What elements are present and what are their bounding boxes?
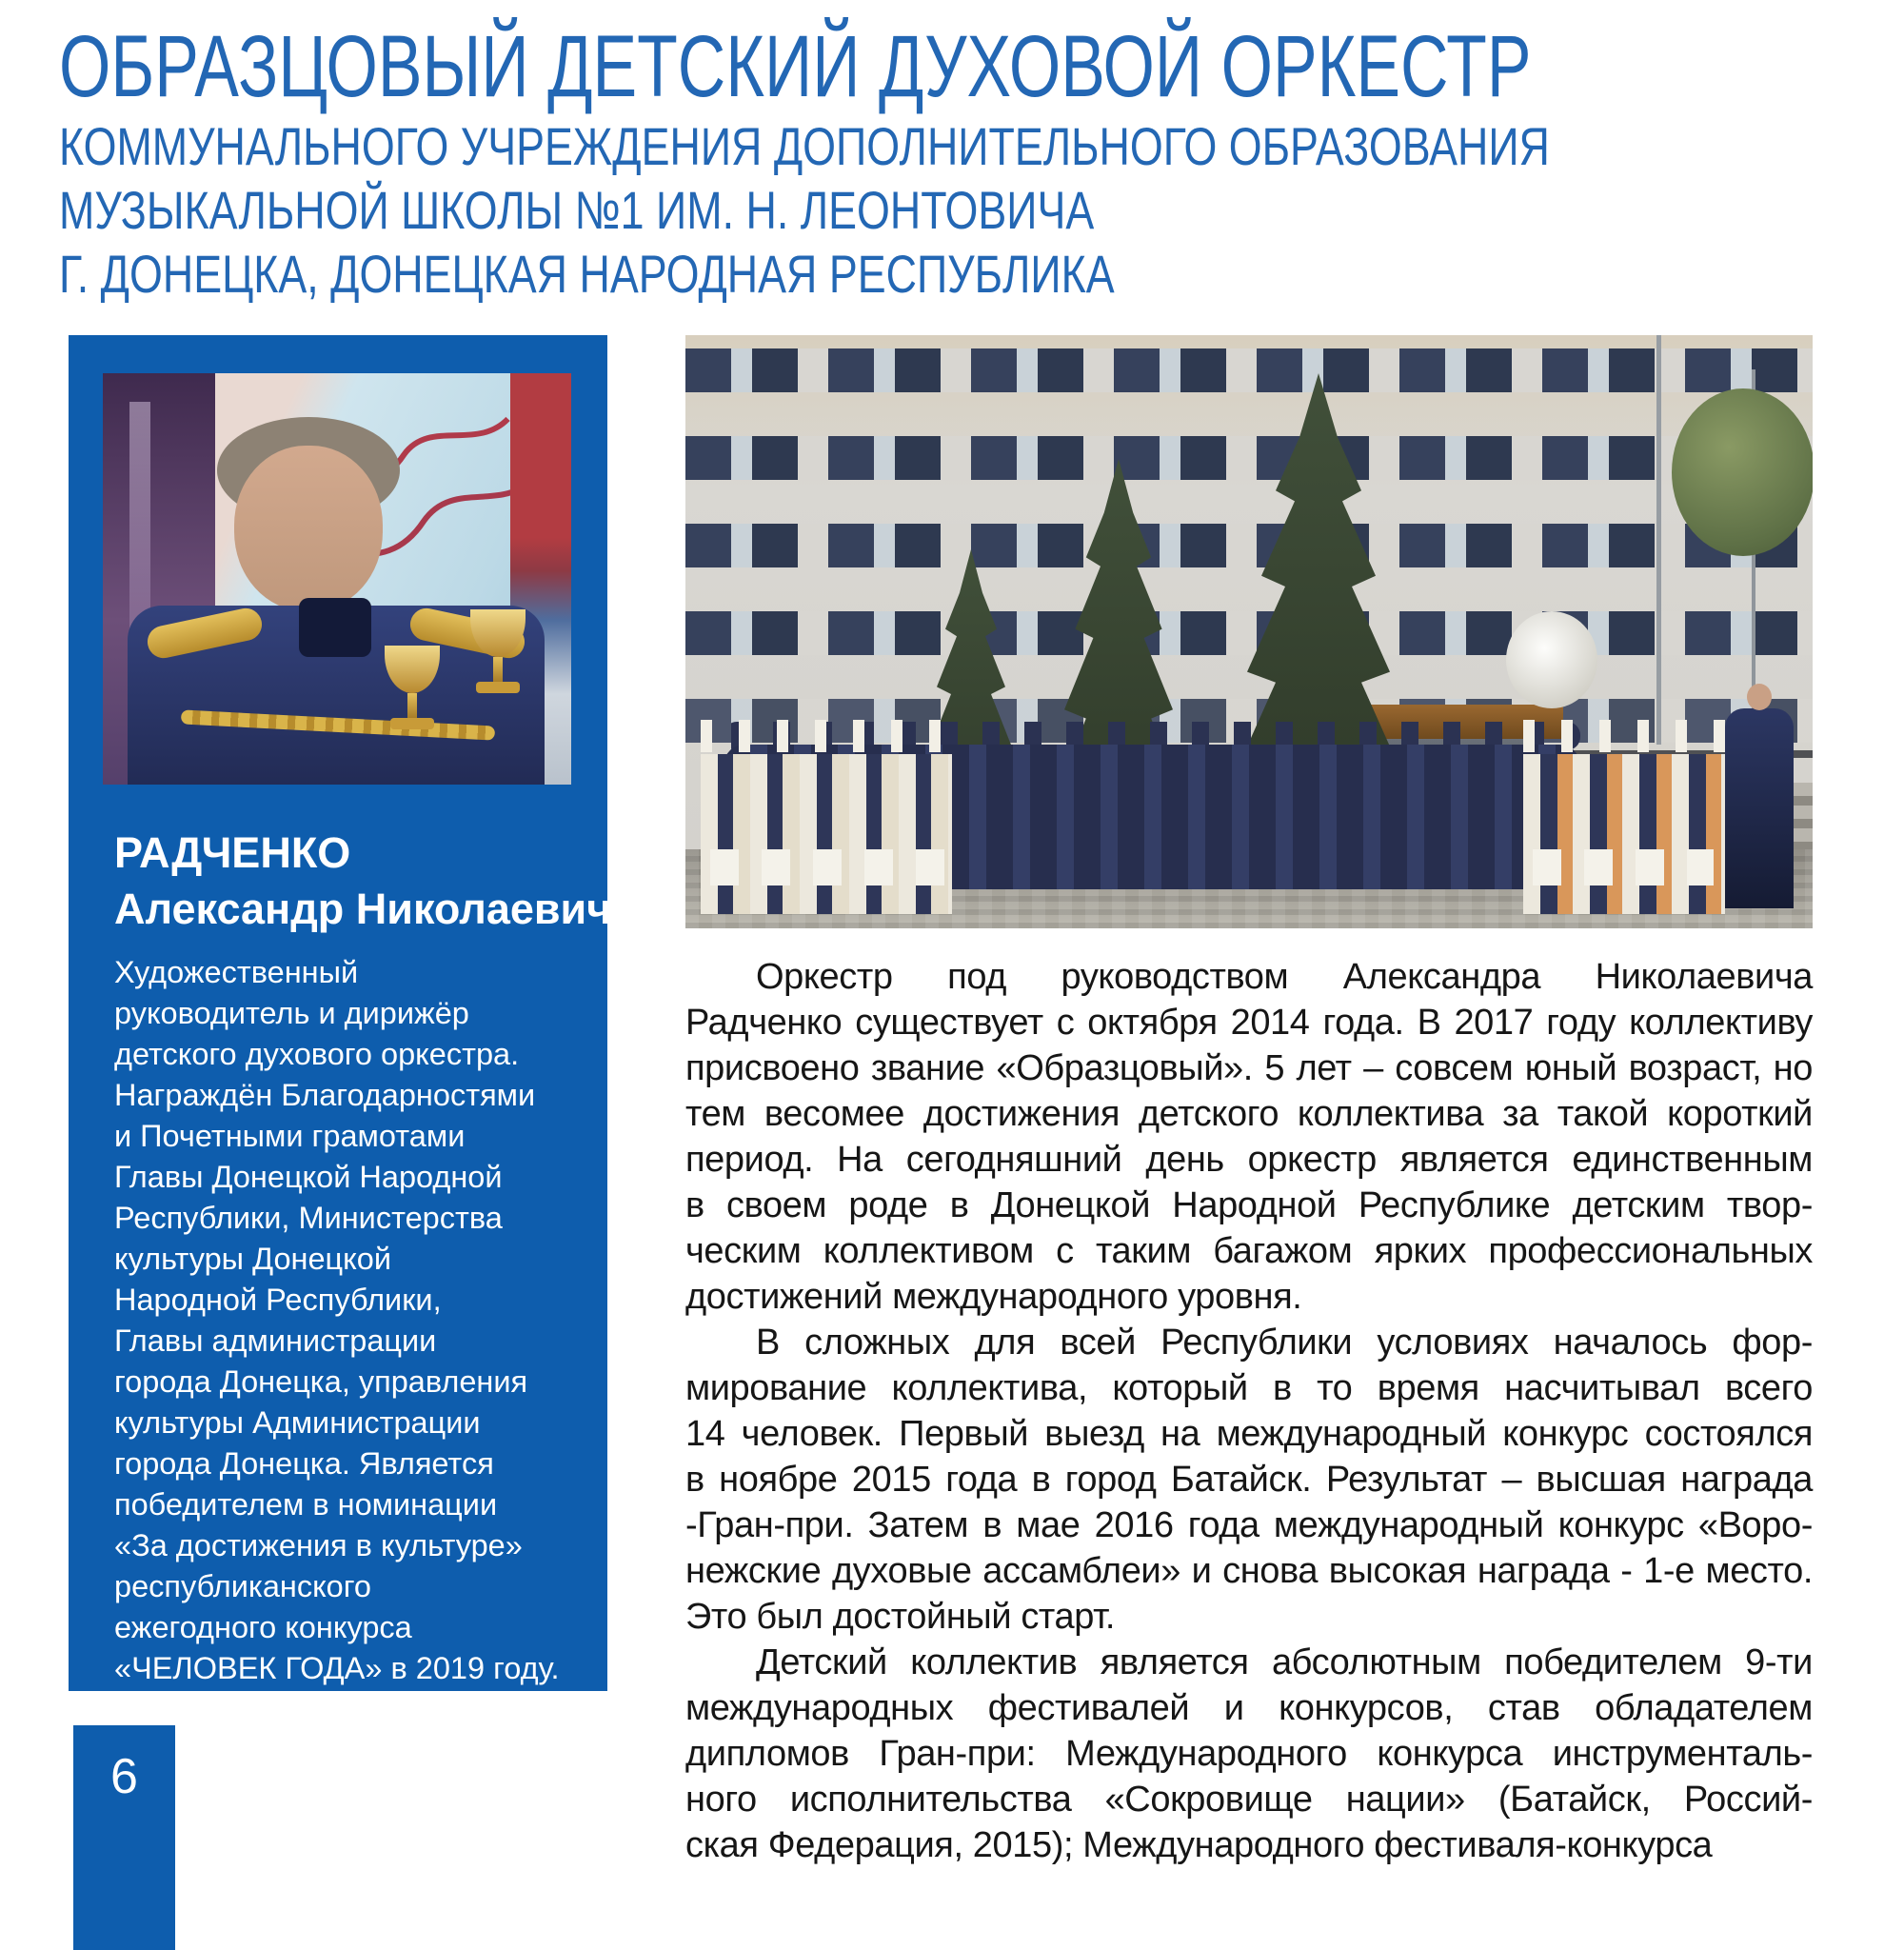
director-portrait-photo [103, 373, 571, 785]
bio-line: Народной Республики, [114, 1283, 442, 1317]
window-row [685, 611, 1813, 655]
bio-line: культуры Донецкой [114, 1242, 391, 1276]
bio-line: Республики, Министерства [114, 1201, 503, 1235]
director-name [114, 825, 611, 937]
body-text-line: Детский коллектив является абсолютным победителем 9-ти [756, 1642, 1813, 1682]
bio-line: республиканского [114, 1569, 371, 1603]
director-bio [114, 952, 560, 1689]
window-row [685, 348, 1813, 392]
body-text-line: тем весомее достижения детского коллектива за такой короткий [685, 1094, 1813, 1134]
bio-line: «ЧЕЛОВЕК ГОДА» в 2019 году. [114, 1651, 560, 1685]
trophy-bowl [470, 609, 526, 657]
trophy-stem [407, 693, 417, 718]
subtitle-line: КОММУНАЛЬНОГО УЧРЕЖДЕНИЯ ДОПОЛНИТЕЛЬНОГО ОБРАЗОВАНИЯ [59, 116, 1550, 176]
director-given-names: Александр Николаевич [114, 885, 612, 933]
body-text-line: Радченко существует с октября 2014 года. В 2017 году коллективу [685, 1003, 1813, 1043]
window-row [685, 524, 1813, 567]
page-number-box [73, 1725, 175, 1950]
body-text-line: 14 человек. Первый выезд на международный конкурс состоялся [685, 1414, 1813, 1454]
body-text-line: ческим коллективом с таким багажом ярких профессиональных [685, 1231, 1813, 1271]
body-text-line: Оркестр под руководством Александра Николаевича [756, 957, 1813, 997]
body-text-line: мирование коллектива, который в то время насчитывал всего [685, 1368, 1813, 1408]
body-text-line: в ноябре 2015 года в город Батайск. Результат – высшая награда [685, 1460, 1813, 1500]
subtitle-line: Г. ДОНЕЦКА, ДОНЕЦКАЯ НАРОДНАЯ РЕСПУБЛИКА [59, 244, 1115, 304]
drums-left [710, 849, 948, 885]
body-text-line: в своем роде в Донецкой Народной Республике детским твор- [685, 1185, 1813, 1225]
drums-right [1533, 849, 1714, 885]
trophy-cup [385, 646, 440, 729]
body-text-line: нежские духовые ассамблеи» и снова высокая награда - 1-е место. [685, 1551, 1813, 1591]
trophy-cup [470, 609, 526, 693]
director-panel [69, 335, 612, 1691]
director-surname: РАДЧЕНКО [114, 828, 351, 877]
body-text-line: дипломов Гран-при: Международного конкурса инструменталь- [685, 1734, 1813, 1774]
orchestra-photo [685, 335, 1813, 928]
uniform-collar [299, 598, 371, 657]
body-text-line: -Гран-при. Затем в мае 2016 года международный конкурс «Воро- [685, 1505, 1813, 1545]
body-text-line: международных фестивалей и конкурсов, став обладателем [685, 1688, 1813, 1728]
trophy-bowl [385, 646, 440, 693]
director-face [234, 446, 383, 611]
bio-line: города Донецка, управления [114, 1364, 528, 1399]
page-title: ОБРАЗЦОВЫЙ ДЕТСКИЙ ДУХОВОЙ ОРКЕСТР [59, 18, 1532, 115]
trophy-base [476, 682, 520, 693]
deciduous-tree [1672, 388, 1813, 556]
bio-line: Главы администрации [114, 1323, 437, 1358]
page-subtitle [59, 114, 1904, 306]
bio-line: Главы Донецкой Народной [114, 1160, 503, 1194]
majorette-plumes-right [1523, 720, 1725, 752]
body-text-line: Это был достойный старт. [685, 1597, 1116, 1637]
article-text [685, 954, 1813, 1868]
trophy-stem [493, 657, 503, 682]
bio-line: культуры Администрации [114, 1405, 481, 1440]
majorettes-right [1523, 754, 1725, 914]
bio-line: «За достижения в культуре» [114, 1528, 523, 1562]
bio-line: Художественный [114, 955, 359, 989]
majorette-plumes-left [701, 720, 952, 752]
bio-line: победителем в номинации [114, 1487, 498, 1522]
sousaphone-bell [1506, 611, 1597, 708]
bio-line: и Почетными грамотами [114, 1119, 466, 1153]
bio-line: детского духового оркестра. [114, 1037, 520, 1071]
window-row [685, 436, 1813, 480]
bio-line: ежегодного конкурса [114, 1610, 412, 1644]
body-text-line: присвоено звание «Образцовый». 5 лет – совсем юный возраст, но [685, 1048, 1813, 1088]
subtitle-line: МУЗЫКАЛЬНОЙ ШКОЛЫ №1 ИМ. Н. ЛЕОНТОВИЧА [59, 180, 1095, 240]
body-text-line: период. На сегодняшний день оркестр является единственным [685, 1140, 1813, 1180]
bio-line: города Донецка. Является [114, 1446, 494, 1481]
conductor-figure [1725, 708, 1794, 908]
body-text-line: ного исполнительства «Сокровище нации» (Батайск, Россий- [685, 1780, 1813, 1820]
body-text-line: В сложных для всей Республики условиях началось фор- [756, 1323, 1813, 1363]
body-text-line: ская Федерация, 2015); Международного фестиваля-конкурса [685, 1825, 1713, 1865]
body-text-line: достижений международного уровня. [685, 1277, 1302, 1317]
bio-line: руководитель и дирижёр [114, 996, 469, 1030]
trophy-base [390, 718, 434, 729]
bio-line: Награждён Благодарностями [114, 1078, 536, 1112]
majorettes-left [701, 754, 952, 914]
flag-pole [1656, 335, 1661, 745]
page-number: 6 [110, 1749, 138, 1804]
